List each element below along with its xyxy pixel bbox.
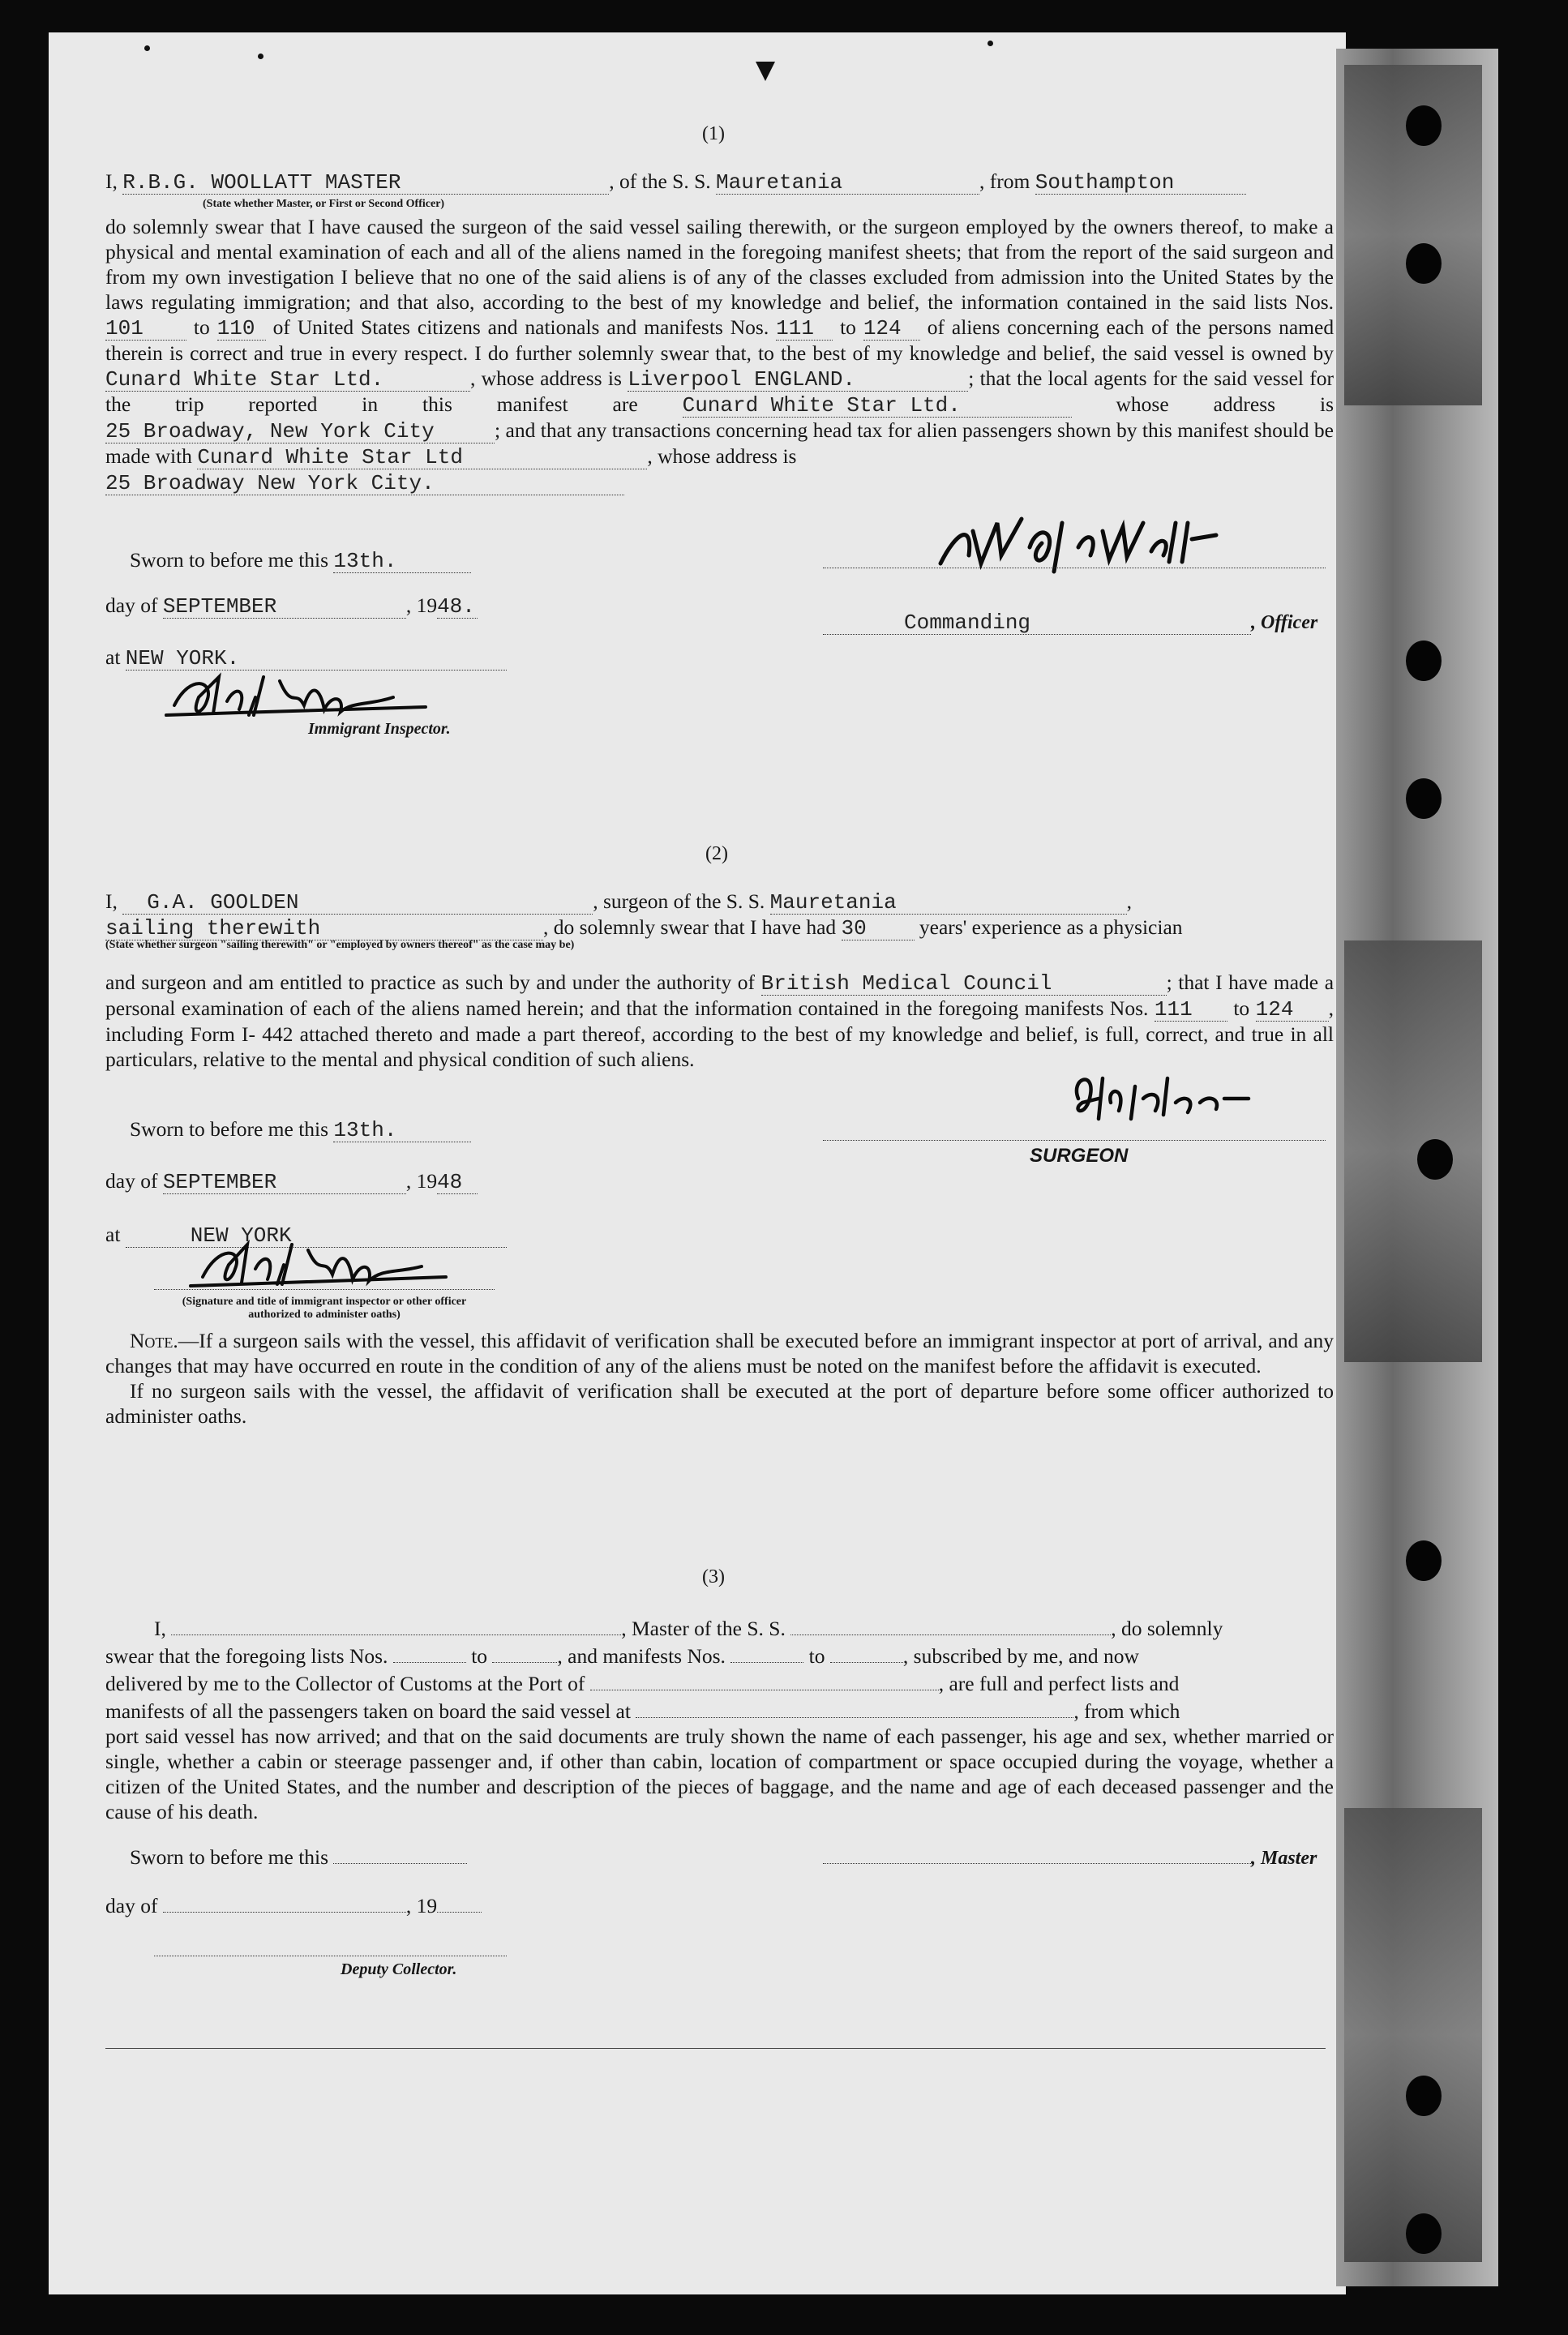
surgeon-name-field[interactable]: G.A. GOOLDEN bbox=[122, 893, 593, 915]
punch-hole bbox=[1406, 1540, 1442, 1581]
year-field[interactable]: 48 bbox=[437, 1172, 478, 1194]
surgeon-signature bbox=[1054, 1062, 1265, 1135]
torn-binding-strip bbox=[1336, 49, 1498, 2286]
master-line: , Master bbox=[823, 1842, 1317, 1870]
year-field[interactable]: 48. bbox=[437, 597, 478, 619]
manifests-from-field[interactable] bbox=[730, 1641, 803, 1663]
shadow-patch bbox=[1344, 940, 1482, 1362]
owner-address-field[interactable]: Liverpool ENGLAND. bbox=[628, 370, 968, 392]
punch-hole bbox=[1406, 2213, 1442, 2254]
collector-caption: Deputy Collector. bbox=[341, 1960, 457, 1978]
day-of-line: day of SEPTEMBER , 1948 bbox=[105, 1169, 478, 1194]
surgeon-title: SURGEON bbox=[1030, 1145, 1129, 1167]
lists-from-field[interactable]: 101 bbox=[105, 319, 186, 341]
master-name-field[interactable]: R.B.G. WOOLLATT MASTER bbox=[122, 173, 609, 195]
section-number: (2) bbox=[705, 843, 728, 864]
section-2-oath: I, G.A. GOOLDEN , surgeon of the S. S. Mauretania , sailing therewith , do solemnly swear that I have had 30 years' experience as a physician (State whether surgeon "sailing therewith" or "employed by owners thereof" as the case may be) and surgeon and am entitled to practice as such by and under the authority of British Medical Council ; that I have made a personal examination of each of the aliens named herein; and that the information contained in the foregoing manifests Nos. 111 to 124 , including Form I- 442 attached thereto and made a part thereof, according to the best of my knowledge and belief, is full, correct, and true in all particulars, relative to the mental and physical condition of such aliens. bbox=[105, 889, 1335, 1071]
commanding-line: Commanding , Officer bbox=[823, 610, 1317, 635]
sworn-day-field[interactable]: 13th. bbox=[333, 1120, 471, 1142]
sworn-day-field[interactable] bbox=[333, 1842, 467, 1864]
manifests-from-field[interactable]: 111 bbox=[1155, 1000, 1227, 1022]
speck bbox=[144, 45, 150, 51]
day-of-line: day of , 19 bbox=[105, 1891, 482, 1918]
section-number: (3) bbox=[702, 1566, 725, 1587]
section-number: (1) bbox=[702, 123, 725, 144]
punch-hole bbox=[1406, 2076, 1442, 2116]
lists-to-field[interactable]: 110 bbox=[217, 319, 266, 341]
manifests-to-field[interactable] bbox=[830, 1641, 903, 1663]
master-signature bbox=[924, 499, 1249, 588]
sworn-day-field[interactable]: 13th. bbox=[333, 551, 471, 573]
place-field[interactable]: NEW YORK bbox=[126, 1226, 507, 1248]
section-3-oath: I, , Master of the S. S. , do solemnly swear that the foregoing lists Nos. to , and manifests Nos. to , subscribed by me, and now delivered by me to the Collector of Customs at the Port of , are full and perfect lists and manifests of all the passengers taken on board the said vessel at , from which port said vessel has now arrived; and that on the said documents are truly shown the name of each passenger, his age and sex, whether married or single, whether a cabin or steerage passenger and, if other than cabin, location of compartment or space occupied during the voyage, whether a citizen of the United States, and the number and description of the pieces of baggage, and the name and age of each deceased passenger and the cause of his death. bbox=[105, 1613, 1334, 1824]
surgeon-signature-line bbox=[823, 1140, 1326, 1141]
inspector-signature bbox=[186, 1232, 511, 1297]
note: Note.—If a surgeon sails with the vessel, this affidavit of verification shall be executed before an immigrant inspector at port of arrival, and any changes that may have occurred en route in the condition of any of the aliens must be noted on the manifest before the affidavit is executed. If no surgeon sails with the vessel, the affidavit of verification shall be executed at the port of departure before some officer authorized to administer oaths. bbox=[105, 1329, 1334, 1428]
day-of-line: day of SEPTEMBER , 1948. bbox=[105, 593, 478, 619]
sworn-line: Sworn to before me this 13th. bbox=[130, 548, 471, 573]
month-field[interactable] bbox=[163, 1891, 406, 1913]
manifests-to-field[interactable]: 124 bbox=[863, 319, 920, 341]
head-tax-party-field[interactable]: Cunard White Star Ltd bbox=[197, 448, 647, 469]
at-line: at NEW YORK. bbox=[105, 645, 507, 671]
lists-from-field[interactable] bbox=[393, 1641, 466, 1663]
speck bbox=[258, 54, 263, 59]
month-field[interactable]: SEPTEMBER bbox=[163, 1172, 406, 1194]
master-caption: (State whether Master, or First or Second Officer) bbox=[203, 198, 445, 210]
place-field[interactable]: NEW YORK. bbox=[126, 649, 507, 671]
punch-hole bbox=[1406, 243, 1442, 284]
local-agents-field[interactable]: Cunard White Star Ltd. bbox=[683, 396, 1072, 418]
punch-hole bbox=[1406, 105, 1442, 146]
speck bbox=[987, 41, 993, 46]
inspector-caption: Immigrant Inspector. bbox=[308, 720, 451, 738]
vessel-field[interactable] bbox=[790, 1613, 1111, 1635]
sailing-caption: (State whether surgeon "sailing therewith" or "employed by owners thereof" as the case may be) bbox=[105, 939, 575, 951]
years-field[interactable]: 30 bbox=[842, 919, 915, 940]
head-tax-address-field[interactable]: 25 Broadway New York City. bbox=[105, 473, 624, 495]
punch-hole bbox=[1417, 1139, 1453, 1180]
agents-address-field[interactable]: 25 Broadway, New York City bbox=[105, 422, 495, 443]
vessel-field[interactable]: Mauretania bbox=[770, 893, 1127, 915]
at-line: at NEW YORK bbox=[105, 1223, 507, 1248]
bottom-rule bbox=[105, 2048, 1326, 2049]
year-field[interactable] bbox=[437, 1891, 482, 1913]
sailing-field[interactable]: sailing therewith bbox=[105, 919, 543, 940]
arrow-mark-icon bbox=[756, 62, 775, 81]
shadow-patch bbox=[1344, 1808, 1482, 2262]
inspector-caption: (Signature and title of immigrant inspector or other officer authorized to administer oaths) bbox=[182, 1296, 467, 1321]
commanding-field[interactable]: Commanding bbox=[823, 613, 1251, 635]
owner-field[interactable]: Cunard White Star Ltd. bbox=[105, 370, 470, 392]
manifests-to-field[interactable]: 124 bbox=[1256, 1000, 1329, 1022]
lists-to-field[interactable] bbox=[492, 1641, 557, 1663]
month-field[interactable]: SEPTEMBER bbox=[163, 597, 406, 619]
vessel-field[interactable]: Mauretania bbox=[716, 173, 979, 195]
section-1-oath: I, R.B.G. WOOLLATT MASTER , of the S. S. Mauretania , from Southampton (State whether Master, or First or Second Officer) do solemnly swear that I have caused the surgeon of the said vessel sailing therewith, or the surgeon employed by the owners thereof, to make a physical and mental examination of each and all of the aliens named in the foregoing manifest sheets; that from the report of the said surgeon and from my own investigation I believe that no one of the said aliens is of any of the classes excluded from admission into the United States by the laws regulating immigration; and that also, according to the best of my knowledge and belief, the information contained in the said lists Nos. 101 to 110 of United States citizens and nationals and manifests Nos. 111 to 124 of aliens concerning each of the persons named therein is correct and true in every respect. I do further solemnly swear that, to the best of my knowledge and belief, the said vessel is owned by Cunard White Star Ltd. , whose address is Liverpool ENGLAND. ; that the local agents for the said vessel for the trip reported in this manifest are Cunard White Star Ltd. whose address is 25 Broadway, New York City ; and that any transactions concerning head tax for alien passengers shown by this manifest should be made with Cunard White Star Ltd , whose address is 25 Broadway New York City. bbox=[105, 169, 1335, 495]
sworn-line: Sworn to before me this bbox=[130, 1842, 467, 1870]
punch-hole bbox=[1406, 641, 1442, 681]
departure-port-field[interactable]: Southampton bbox=[1035, 173, 1246, 195]
manifests-from-field[interactable]: 111 bbox=[776, 319, 833, 341]
boarding-port-field[interactable] bbox=[636, 1696, 1073, 1718]
inspector-signature-line bbox=[154, 1289, 495, 1290]
master-signature-field[interactable] bbox=[823, 1842, 1251, 1864]
master-name-field[interactable] bbox=[171, 1613, 621, 1635]
port-field[interactable] bbox=[590, 1669, 939, 1690]
sworn-line: Sworn to before me this 13th. bbox=[130, 1117, 471, 1142]
punch-hole bbox=[1406, 778, 1442, 819]
authority-field[interactable]: British Medical Council bbox=[761, 974, 1167, 996]
